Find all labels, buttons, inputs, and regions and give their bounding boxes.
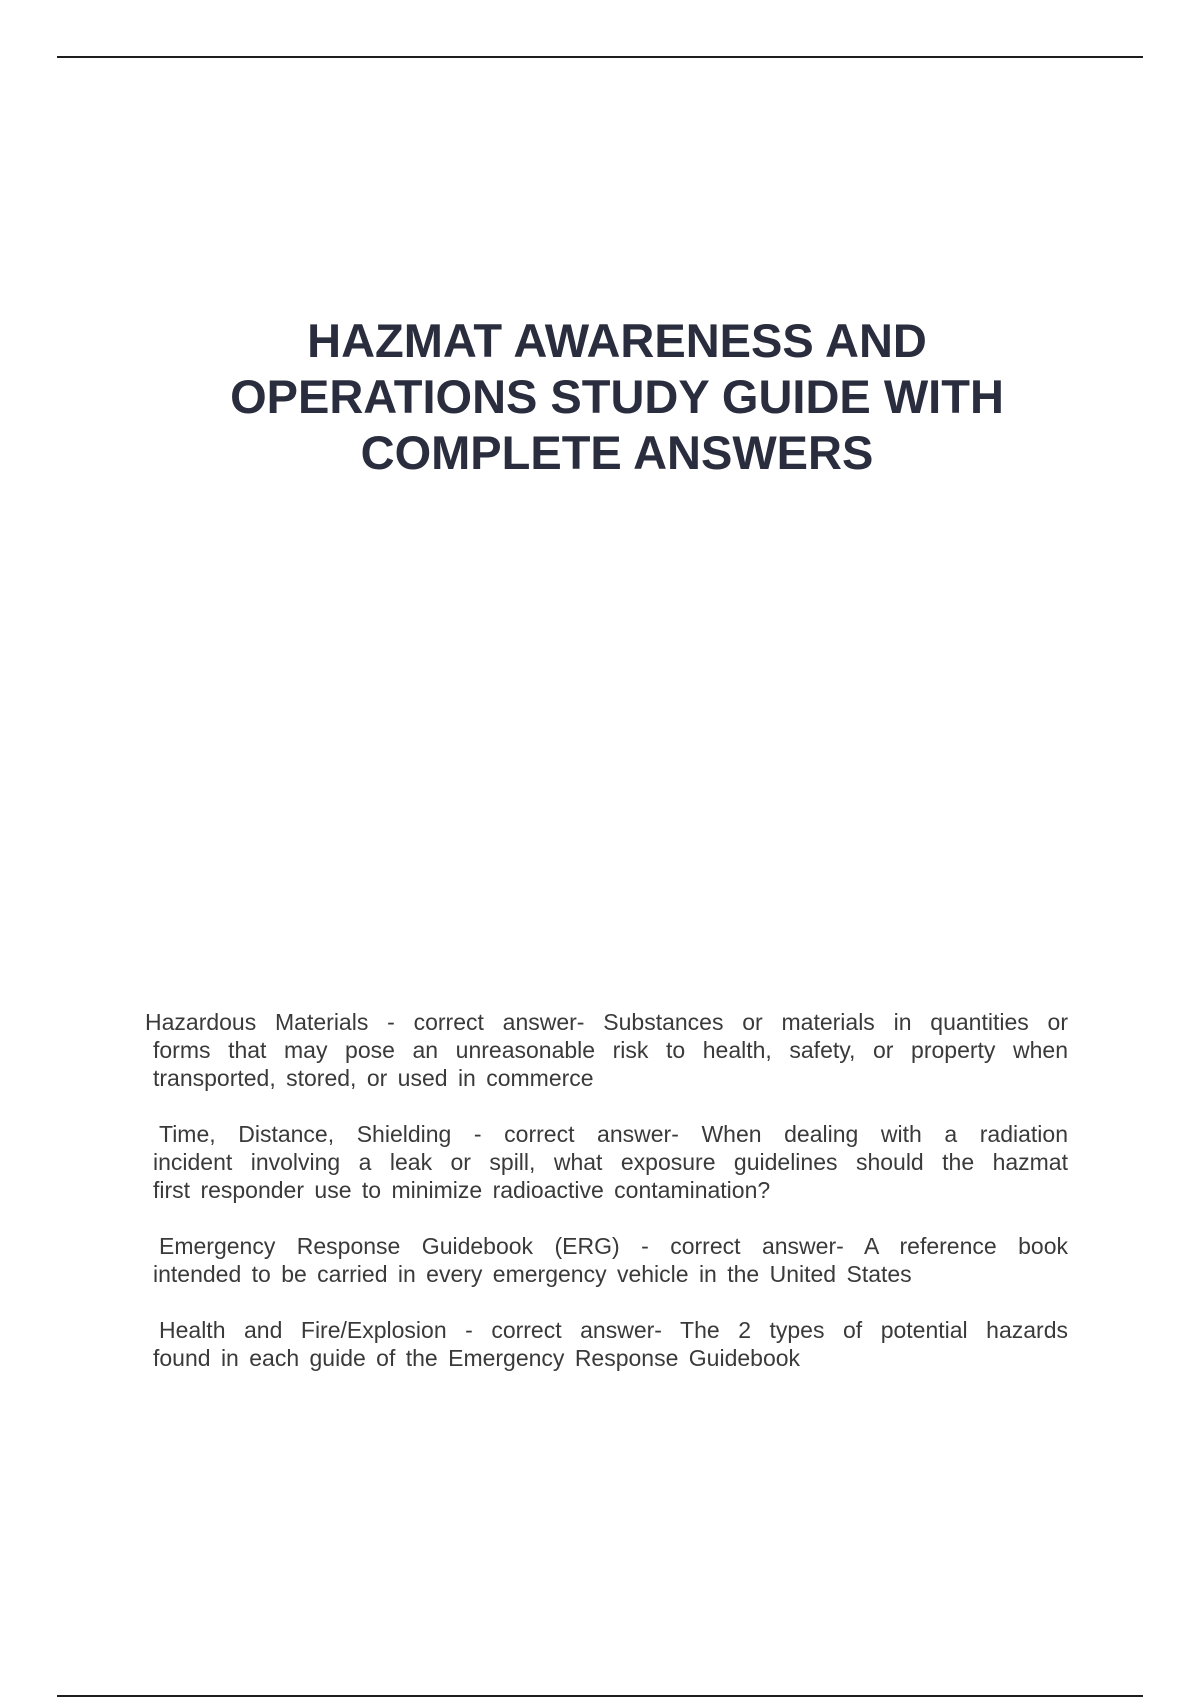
qa-line: Emergency Response Guidebook (ERG) - correct answer- A reference book bbox=[159, 1233, 1068, 1259]
title-line: OPERATIONS STUDY GUIDE WITH bbox=[230, 370, 1004, 423]
qa-list bbox=[145, 1008, 1068, 1400]
title-line: COMPLETE ANSWERS bbox=[360, 426, 874, 479]
qa-line: Time, Distance, Shielding - correct answer- When dealing with a radiation bbox=[159, 1121, 1068, 1147]
qa-line: forms that may pose an unreasonable risk to health, safety, or property when bbox=[153, 1037, 1068, 1063]
top-rule bbox=[57, 56, 1143, 58]
qa-line: incident involving a leak or spill, what exposure guidelines should the hazmat bbox=[153, 1149, 1068, 1175]
qa-line: transported, stored, or used in commerce bbox=[153, 1065, 594, 1091]
title-line: HAZMAT AWARENESS AND bbox=[307, 314, 927, 367]
qa-line: first responder use to minimize radioactive contamination? bbox=[153, 1177, 771, 1203]
document-title bbox=[150, 313, 1084, 481]
qa-item-health-fire-explosion bbox=[145, 1316, 1068, 1372]
qa-item-time-distance-shielding bbox=[145, 1120, 1068, 1204]
qa-line: intended to be carried in every emergency vehicle in the United States bbox=[153, 1261, 912, 1287]
qa-line: Hazardous Materials - correct answer- Substances or materials in quantities or bbox=[145, 1009, 1068, 1035]
qa-item-hazardous-materials bbox=[145, 1008, 1068, 1092]
qa-line: found in each guide of the Emergency Response Guidebook bbox=[153, 1345, 801, 1371]
qa-line: Health and Fire/Explosion - correct answer- The 2 types of potential hazards bbox=[159, 1317, 1068, 1343]
qa-item-erg bbox=[145, 1232, 1068, 1288]
bottom-rule bbox=[57, 1695, 1143, 1697]
